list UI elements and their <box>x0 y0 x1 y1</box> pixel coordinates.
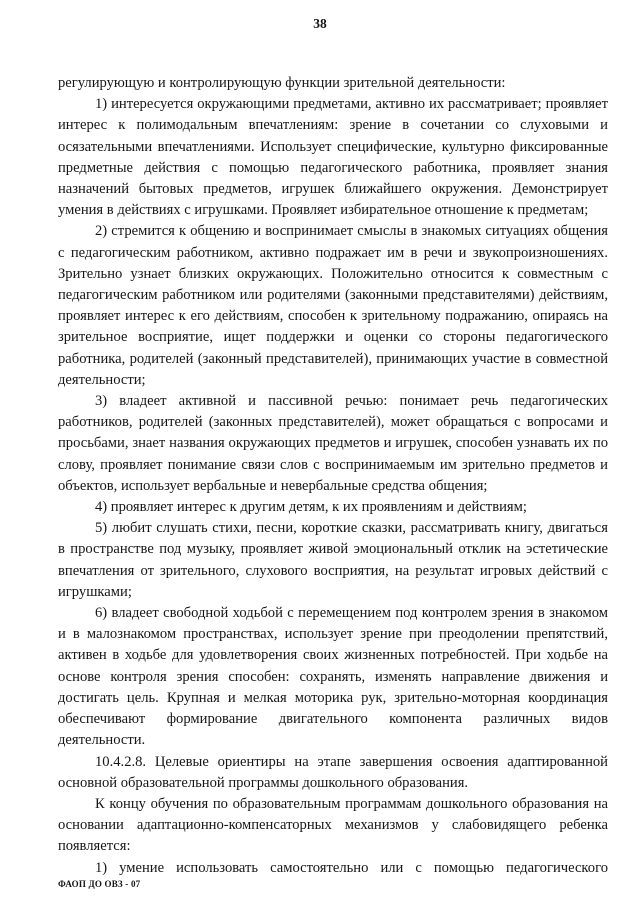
paragraph-item-4: 4) проявляет интерес к другим детям, к их проявлениям и действиям; <box>95 499 527 516</box>
paragraph-conclusion-intro: К концу обучения по образовательным программам дошкольного образования на основании адаптационно-компенсаторных механизмов у слабовидящего ребенка появляется: <box>58 795 608 855</box>
paragraph-item-6: 6) владеет свободной ходьбой с перемещением под контролем зрения в знакомом и в малознакомом пространствах, использует зрение при преодолении препятствий, активен в ходьбе для удовлетворения своих жизненных потребностей. При ходьбе на основе контроля зрения способен: сохранять, изменять направление движения и достигать цель. Крупная и мелкая моторика рук, зрительно-моторная координация обеспечивают формирование двигательного компонента различных видов деятельности. <box>58 605 608 749</box>
page-footer: ФАОП ДО ОВЗ - 07 <box>58 879 141 889</box>
paragraph-final-item-1: 1) умение использовать самостоятельно или с помощью педагогического <box>95 859 608 876</box>
section-heading-10-4-2-8: 10.4.2.8. Целевые ориентиры на этапе завершения освоения адаптированной основной образовательной программы дошкольного образования. <box>58 753 608 791</box>
paragraph-item-3: 3) владеет активной и пассивной речью: понимает речь педагогических работников, родителей (законных представителей), может обращаться с вопросами и просьбами, знает названия окружающих предметов и игрушек, способен узнавать их по слову, проявляет понимание связи слов с воспринимаемым им зрительно предметов и объектов, использует вербальные и невербальные средства общения; <box>58 393 608 494</box>
paragraph-intro: регулирующую и контролирующую функции зрительной деятельности: <box>58 75 506 91</box>
paragraph-item-2: 2) стремится к общению и воспринимает смыслы в знакомых ситуациях общения с педагогическим работником, активно подражает им в речи и звукопроизношениях. Зрительно узнает близких окружающих. Положительно относится к совместным с педагогическим работником или родителями (законными представителями) действиям, проявляет интерес к его действиям, способен к зрительному подражанию, опираясь на зрительное восприятие, ищет поддержки и оценки со стороны педагогического работника, родителей (законный представителей), принимающих участие в совместной деятельности; <box>58 223 608 388</box>
document-body <box>58 73 608 879</box>
paragraph-item-1: 1) интересуется окружающими предметами, активно их рассматривает; проявляет интерес к полимодальным впечатлениям: зрение в сочетании со слуховыми и осязательными впечатлениями. Использует специфические, культурно фиксированные предметные действия с помощью педагогического работника, проявляет знания назначений бытовых предметов, игрушек ближайшего окружения. Демонстрирует умения в действиях с игрушками. Проявляет избирательное отношение к предметам; <box>58 96 608 219</box>
page-number: 38 <box>313 16 327 31</box>
paragraph-item-5: 5) любит слушать стихи, песни, короткие сказки, рассматривать книгу, двигаться в пространстве под музыку, проявляет живой эмоциональный отклик на эстетические впечатления от зрительного, слухового восприятия, на результат игровых действий с игрушками; <box>58 520 608 600</box>
